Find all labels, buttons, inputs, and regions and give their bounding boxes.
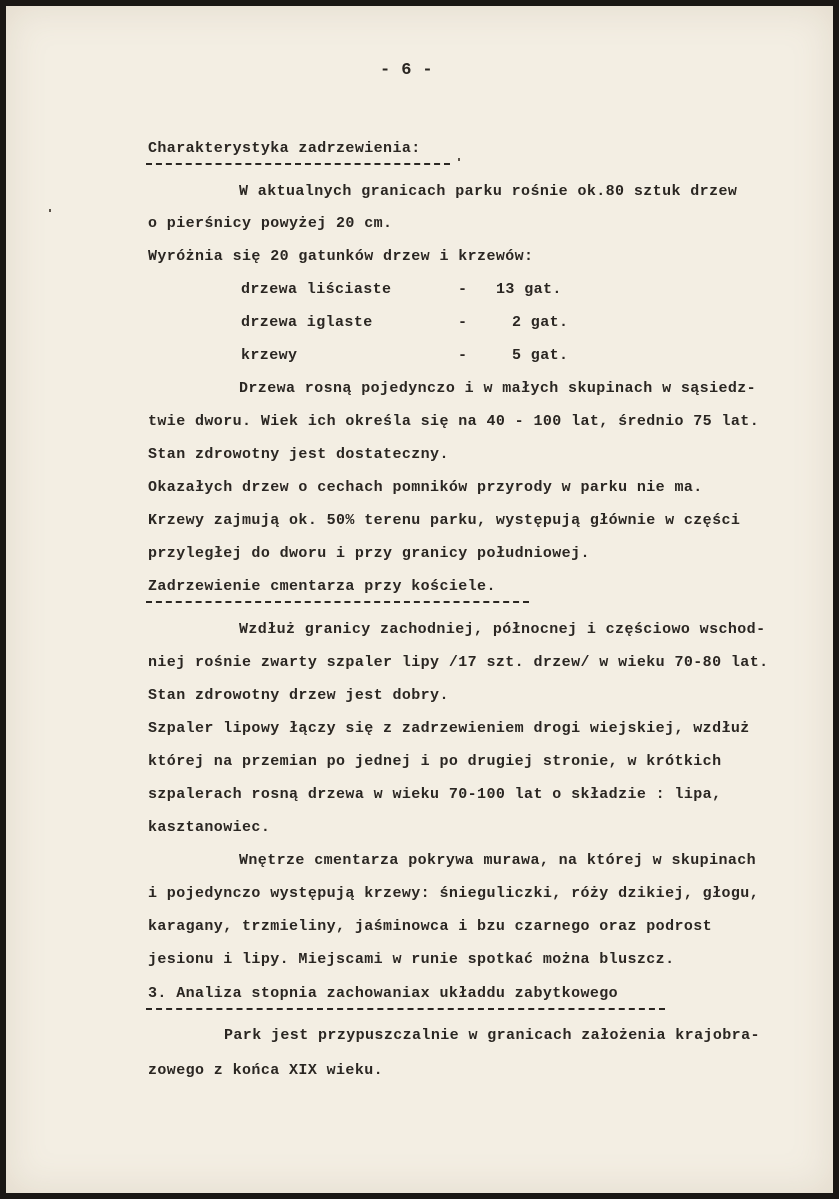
species-name: drzewa iglaste [241, 314, 373, 331]
body-line: twie dworu. Wiek ich określa się na 40 - 100 lat, średnio 75 lat. [148, 413, 760, 430]
body-line: przyległej do dworu i przy granicy południowej. [148, 545, 590, 562]
body-line: Szpaler lipowy łączy się z zadrzewieniem drogi wiejskiej, wzdłuż [148, 720, 750, 737]
species-name: krzewy [241, 347, 298, 364]
species-dash: - [458, 281, 468, 298]
heading-analiza: 3. Analiza stopnia zachowaniax układdu zabytkowego [148, 985, 619, 1002]
body-line: Stan zdrowotny jest dostateczny. [148, 446, 449, 463]
body-line: zowego z końca XIX wieku. [148, 1062, 384, 1079]
body-line: Okazałych drzew o cechach pomników przyrody w parku nie ma. [148, 479, 703, 496]
species-dash: - [458, 347, 468, 364]
document-page [6, 6, 833, 1193]
species-count: 5 gat. [512, 347, 569, 364]
body-line: i pojedynczo występują krzewy: śnieguliczki, róży dzikiej, głogu, [148, 885, 760, 902]
body-line: Wzdłuż granicy zachodniej, północnej i częściowo wschod- [239, 621, 766, 638]
body-line: Wyróżnia się 20 gatunków drzew i krzewów: [148, 248, 534, 265]
page-number: - 6 - [380, 61, 434, 80]
heading-underline [146, 163, 450, 165]
body-line: jesionu i lipy. Miejscami w runie spotkać można bluszcz. [148, 951, 675, 968]
species-count: 2 gat. [512, 314, 569, 331]
body-line: Drzewa rosną pojedynczo i w małych skupinach w sąsiedz- [239, 380, 757, 397]
margin-mark [458, 158, 460, 161]
body-line: której na przemian po jednej i po drugiej stronie, w krótkich [148, 753, 722, 770]
heading-underline [146, 601, 529, 603]
body-line: o pierśnicy powyżej 20 cm. [148, 215, 393, 232]
heading-charakterystyka: Charakterystyka zadrzewienia: [148, 140, 421, 157]
body-line: niej rośnie zwarty szpaler lipy /17 szt. drzew/ w wieku 70-80 lat. [148, 654, 769, 671]
body-line: Wnętrze cmentarza pokrywa murawa, na której w skupinach [239, 852, 757, 869]
body-line: Park jest przypuszczalnie w granicach założenia krajobra- [224, 1027, 760, 1044]
body-line: kasztanowiec. [148, 819, 271, 836]
body-line: W aktualnych granicach parku rośnie ok.80 sztuk drzew [239, 183, 738, 200]
species-count: 13 gat. [496, 281, 562, 298]
heading-zadrzewienie-cmentarza: Zadrzewienie cmentarza przy kościele. [148, 578, 496, 595]
body-line: Krzewy zajmują ok. 50% terenu parku, występują głównie w części [148, 512, 741, 529]
body-line: karagany, trzmieliny, jaśminowca i bzu czarnego oraz podrost [148, 918, 713, 935]
species-name: drzewa liściaste [241, 281, 392, 298]
body-line: Stan zdrowotny drzew jest dobry. [148, 687, 449, 704]
heading-underline [146, 1008, 665, 1010]
body-line: szpalerach rosną drzewa w wieku 70-100 lat o składzie : lipa, [148, 786, 722, 803]
margin-mark [49, 209, 51, 212]
species-dash: - [458, 314, 468, 331]
